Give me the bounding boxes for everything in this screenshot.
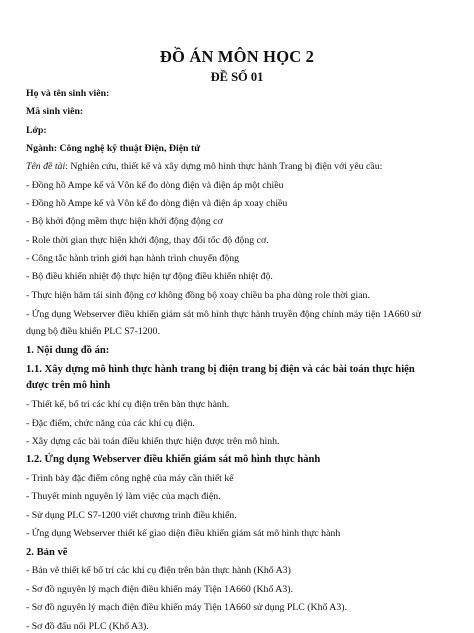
section-2-item: - Sơ đồ nguyên lý mạch điện điều khiển máy Tiện 1A660 sử dụng PLC (Khổ A3). (26, 602, 347, 613)
class-field: Lớp: (26, 125, 47, 136)
section-2-item: - Sơ đồ đấu nối PLC (Khổ A3). (26, 621, 149, 632)
section-1-2-heading: 1.2. Ứng dụng Webserver điều khiển giám sát mô hình thực hành (26, 454, 321, 465)
section-2-heading: 2. Bản vẽ (26, 547, 68, 558)
section-1-1-item: - Đặc điểm, chức năng của các khí cụ điện. (26, 418, 195, 429)
requirement-item: - Role thời gian thực hiện khởi động, thay đổi tốc độ động cơ. (26, 235, 269, 246)
section-1-1-heading: 1.1. Xây dựng mô hình thực hành trang bị điện trang bị điện và các bài toán thực hiện được trên mô hình (26, 364, 415, 391)
topic-label: Tên đề tài (26, 161, 66, 172)
section-1-1-item: - Thiết kế, bố trí các khí cụ điện trên bàn thực hành. (26, 399, 230, 410)
topic-text: : Nghiên cứu, thiết kế và xây dựng mô hình thực hành Trang bị điện với yêu cầu: (65, 161, 383, 172)
section-1-2-item: - Trình bày đặc điểm công nghệ của máy cần thiết kế (26, 473, 234, 484)
section-2-item: - Sơ đồ nguyên lý mạch điện điều khiển máy Tiện 1A660 (Khổ A3). (26, 584, 293, 595)
document-subtitle: ĐỀ SỐ 01 (210, 70, 264, 84)
major-field: Ngành: Công nghệ kỹ thuật Điện, Điện tử (26, 143, 201, 154)
section-1-1-item: - Xây dựng các bài toán điều khiển thực hiện được trên mô hình. (26, 436, 280, 447)
requirement-item: - Bộ điều khiển nhiệt độ thực hiện tự động điều khiển nhiệt độ. (26, 271, 273, 282)
student-id-field: Mã sinh viên: (26, 106, 84, 117)
requirement-item: - Bộ khởi động mềm thực hiện khởi động động cơ (26, 216, 223, 227)
section-1-2-item: - Thuyết minh nguyên lý làm việc của mạch điện. (26, 491, 221, 502)
requirement-item: - Đồng hồ Ampe kế và Vôn kế đo dòng điện và điện áp xoay chiều (26, 198, 288, 209)
section-2-item: - Bản vẽ thiết kế bố trí các khí cụ điện trên bàn thực hành (Khổ A3) (26, 565, 291, 576)
student-name-field: Họ và tên sinh viên: (26, 88, 110, 99)
requirement-item: - Đồng hồ Ampe kế và Vôn kế đo dòng điện và điện áp một chiều (26, 180, 284, 191)
section-1-heading: 1. Nội dung đồ án: (26, 345, 110, 356)
requirement-item: - Thực hiện hãm tái sinh động cơ không đồng bộ xoay chiều ba pha dùng role thời gian. (26, 290, 370, 301)
section-1-2-item: - Sử dụng PLC S7-1200 viết chương trình điều khiển. (26, 510, 237, 521)
section-1-2-item: - Ứng dụng Webserver thiết kế giao diện điều khiển giám sát mô hình thực hành (26, 528, 341, 539)
requirement-item: - Ứng dụng Webserver điều khiển giám sát mô hình thực hành truyền động chính máy tiện 1A660 sử dụng bộ điều khiển PLC S7-1200. (26, 309, 421, 337)
topic-line (26, 161, 382, 173)
document-title: ĐỒ ÁN MÔN HỌC 2 (159, 47, 315, 66)
requirement-item: - Công tắc hành trình giới hạn hành trình chuyển động (26, 253, 240, 264)
